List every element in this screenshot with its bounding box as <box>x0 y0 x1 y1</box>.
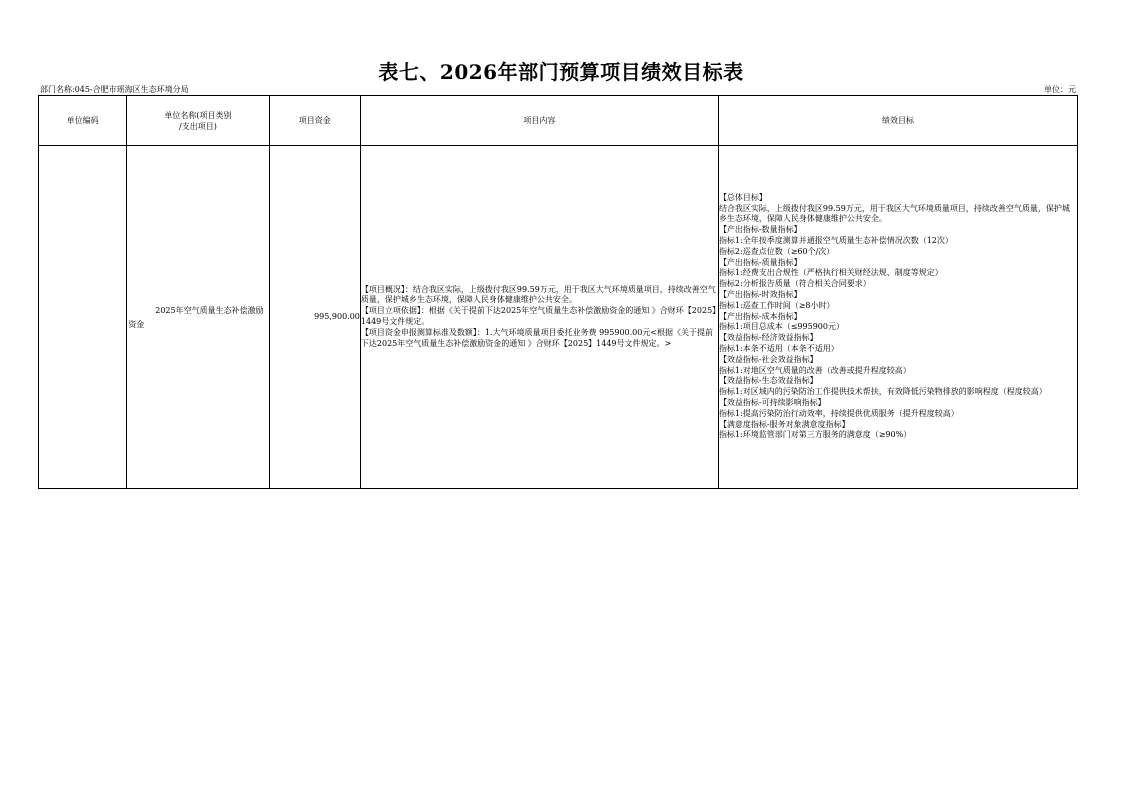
target-line: 【效益指标-社会效益指标】 <box>718 354 818 364</box>
content-line: 【项目资金申报测算标准及数额】：1.大气环境质量项目委托业务费 995900.00元<根据《关于提前下达2025年空气质量生态补偿激励资金的通知 》合财环【2025】1449号文件规定。> <box>360 327 714 348</box>
target-line: 指标1:全年按季度测算并通报空气质量生态补偿情况次数（12次） <box>718 236 953 246</box>
header-unit-name <box>127 96 269 146</box>
target-line: 指标1:巡查工作时间（≥8小时） <box>718 300 835 310</box>
content-line: 【项目概况】：结合我区实际，上级拨付我区99.59万元，用于我区大气环境质量项目，持续改善空气质量，保护城乡生态环境，保障人民身体健康维护公共安全。 <box>360 284 716 305</box>
target-line: 【产出指标-质量指标】 <box>718 257 802 267</box>
header-project-content: 项目内容 <box>360 96 718 146</box>
unit-label: 单位：元 <box>1044 85 1076 94</box>
target-line: 指标1:提高污染防治行动效率，持续提供优质服务（提升程度较高） <box>718 408 959 418</box>
target-line: 【效益指标-生态效益指标】 <box>718 376 818 386</box>
header-unit-code: 单位编码 <box>39 96 127 146</box>
target-line: 【总体目标】 <box>718 192 767 202</box>
table-row <box>39 146 1078 489</box>
target-line: 【产出指标-数量指标】 <box>718 225 802 235</box>
target-line: 指标1:项目总成本（≤995900元） <box>718 322 844 332</box>
table-header-row <box>39 96 1078 146</box>
target-line: 【效益指标-可持续影响指标】 <box>718 397 826 407</box>
target-line: 【满意度指标-服务对象满意度指标】 <box>718 419 850 429</box>
unit-name-line2: 资金 <box>128 320 145 329</box>
cell-unit-code <box>39 146 127 489</box>
target-line: 指标1:对地区空气质量的改善（改善或提升程度较高） <box>718 365 911 375</box>
target-line: 结合我区实际，上级拨付我区99.59万元，用于我区大气环境质量项目，持续改善空气质量，保护城乡生态环境，保障人民身体健康维护公共安全。 <box>718 203 1070 224</box>
content-line: 【项目立项依据】：根据《关于提前下达2025年空气质量生态补偿激励资金的通知 》合财环【2025】1449号文件规定。 <box>360 306 717 326</box>
target-line: 指标2:巡查点位数（≥60个/次） <box>718 246 835 256</box>
header-performance-target: 绩效目标 <box>718 96 1077 146</box>
target-line: 指标1:对区域内的污染防治工作提供技术帮扶，有效降低污染物排放的影响程度（程度较高） <box>718 387 1047 397</box>
target-line: 指标2:分析报告质量（符合相关合同要求） <box>718 279 871 289</box>
page-title: 表七、2026年部门预算项目绩效目标表 <box>378 60 744 84</box>
target-line: 【产出指标-时效指标】 <box>718 290 802 299</box>
header-unit-name-line1: 单位名称(项目类别 <box>164 110 232 120</box>
cell-unit-name <box>127 146 269 489</box>
performance-target-table <box>38 95 1078 489</box>
cell-project-content <box>360 146 718 489</box>
department-label: 部门名称:045-合肥市瑶海区生态环境分局 <box>40 85 189 94</box>
header-unit-name-line2: /支出项目) <box>179 121 217 131</box>
target-line: 指标1:环境监管部门对第三方服务的满意度（≥90%） <box>718 430 912 440</box>
target-line: 【效益指标-经济效益指标】 <box>718 333 818 343</box>
unit-name-line1: 2025年空气质量生态补偿激励 <box>155 306 264 315</box>
target-line: 指标1:经费支出合规性（严格执行相关财经法规、制度等规定） <box>718 268 943 278</box>
header-project-fund: 项目资金 <box>269 96 360 146</box>
cell-performance-target <box>718 146 1077 489</box>
target-line: 【产出指标-成本指标】 <box>718 311 802 321</box>
cell-project-fund: 995,900.00 <box>269 146 360 489</box>
target-line: 指标1:本条不适用（本条不适用） <box>718 343 839 353</box>
